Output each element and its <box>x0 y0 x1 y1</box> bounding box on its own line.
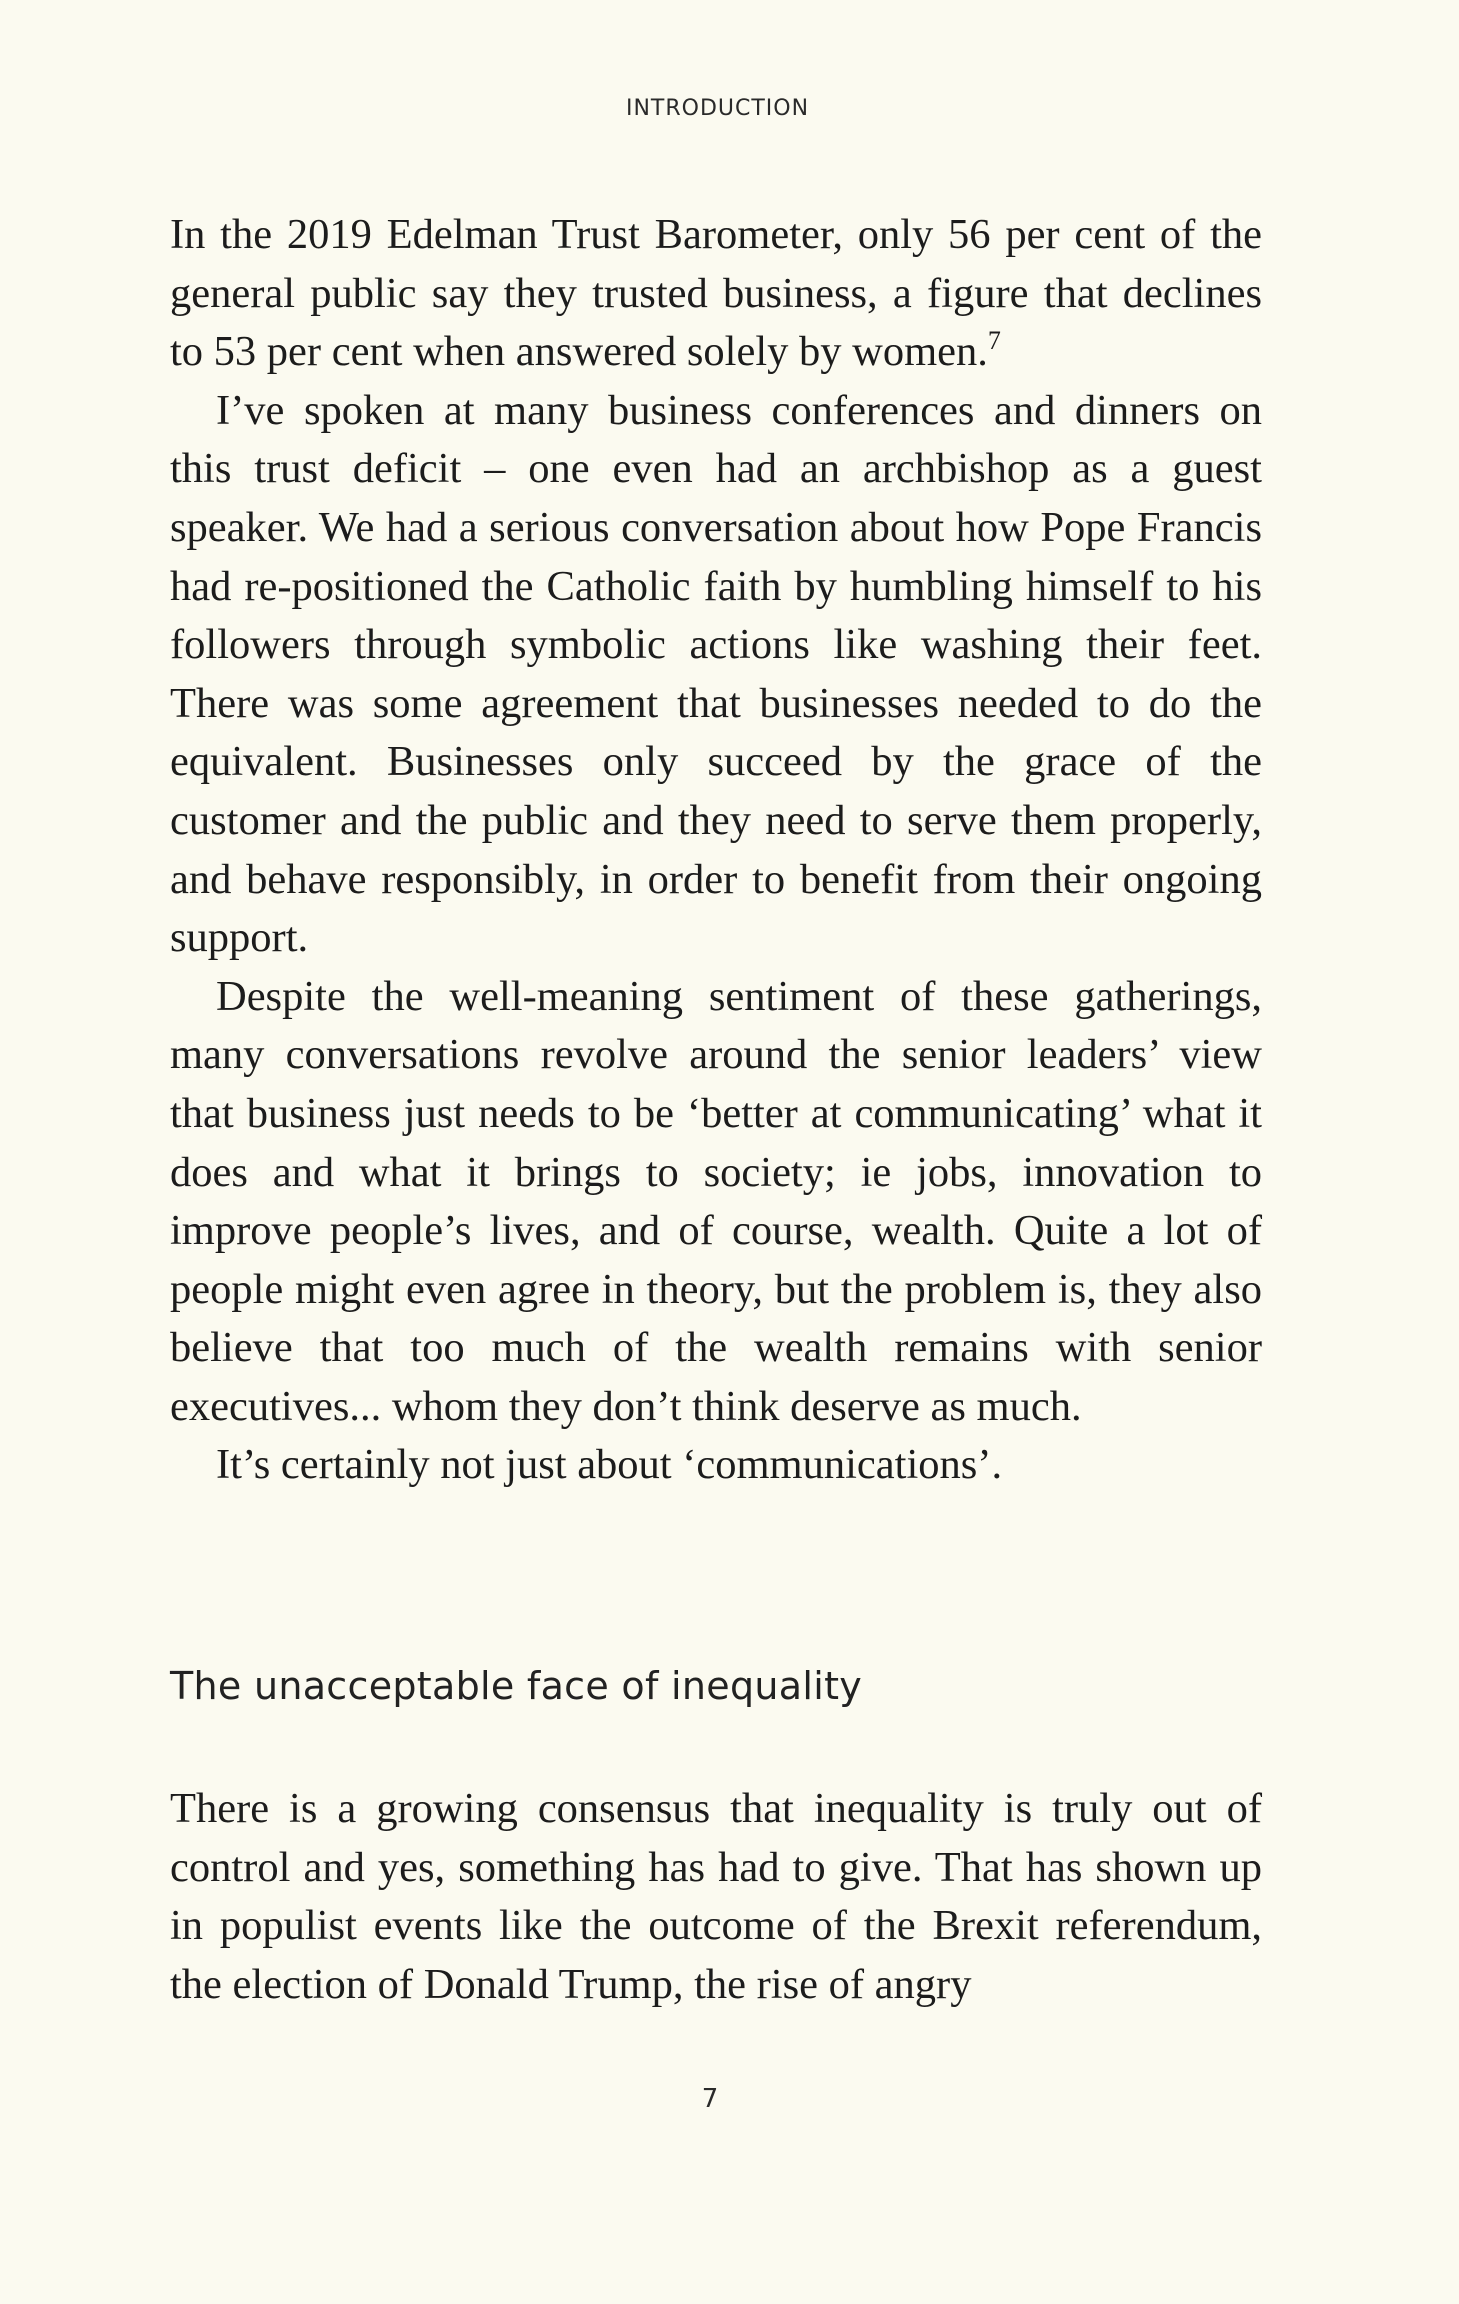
footnote-marker: 7 <box>987 326 1001 356</box>
paragraph-1 <box>170 206 1262 382</box>
paragraph-2: I’ve spoken at many business conferences and dinners on this trust deficit – one even had an archbishop as a guest speaker. We had a serious conversation about how Pope Francis had re-positioned the Catholic faith by humbling himself to his followers through symbolic actions like washing their feet. There was some agreement that businesses needed to do the equivalent. Businesses only succeed by the grace of the customer and the public and they need to serve them properly, and behave responsibly, in order to benefit from their ongoing support. <box>170 386 1262 962</box>
running-head: INTRODUCTION <box>625 96 810 121</box>
body-text <box>170 206 1262 1495</box>
paragraph-3: Despite the well-meaning sentiment of these gatherings, many conversations revolve around the senior leaders’ view that business just needs to be ‘better at communicating’ what it does and what it brings to society; ie jobs, innovation to improve people’s lives, and of course, wealth. Quite a lot of people might even agree in theory, but the problem is, they also believe that too much of the wealth remains with senior executives... whom they don’t think deserve as much. <box>170 972 1262 1430</box>
page-number: 7 <box>701 2084 719 2114</box>
paragraph-4: It’s certainly not just about ‘communications’. <box>216 1441 1003 1489</box>
section-paragraph: There is a growing consensus that inequality is truly out of control and yes, something has had to give. That has shown up in populist events like the outcome of the Brexit referendum, the election of Donald Trump, the rise of angry <box>170 1785 1262 2008</box>
paragraph-1-text: In the 2019 Edelman Trust Barometer, only 56 per cent of the general public say they trusted business, a figure that declines to 53 per cent when answered solely by women. <box>170 211 1262 376</box>
section-body <box>170 1780 1262 2014</box>
section-heading: The unacceptable face of inequality <box>170 1664 863 1708</box>
